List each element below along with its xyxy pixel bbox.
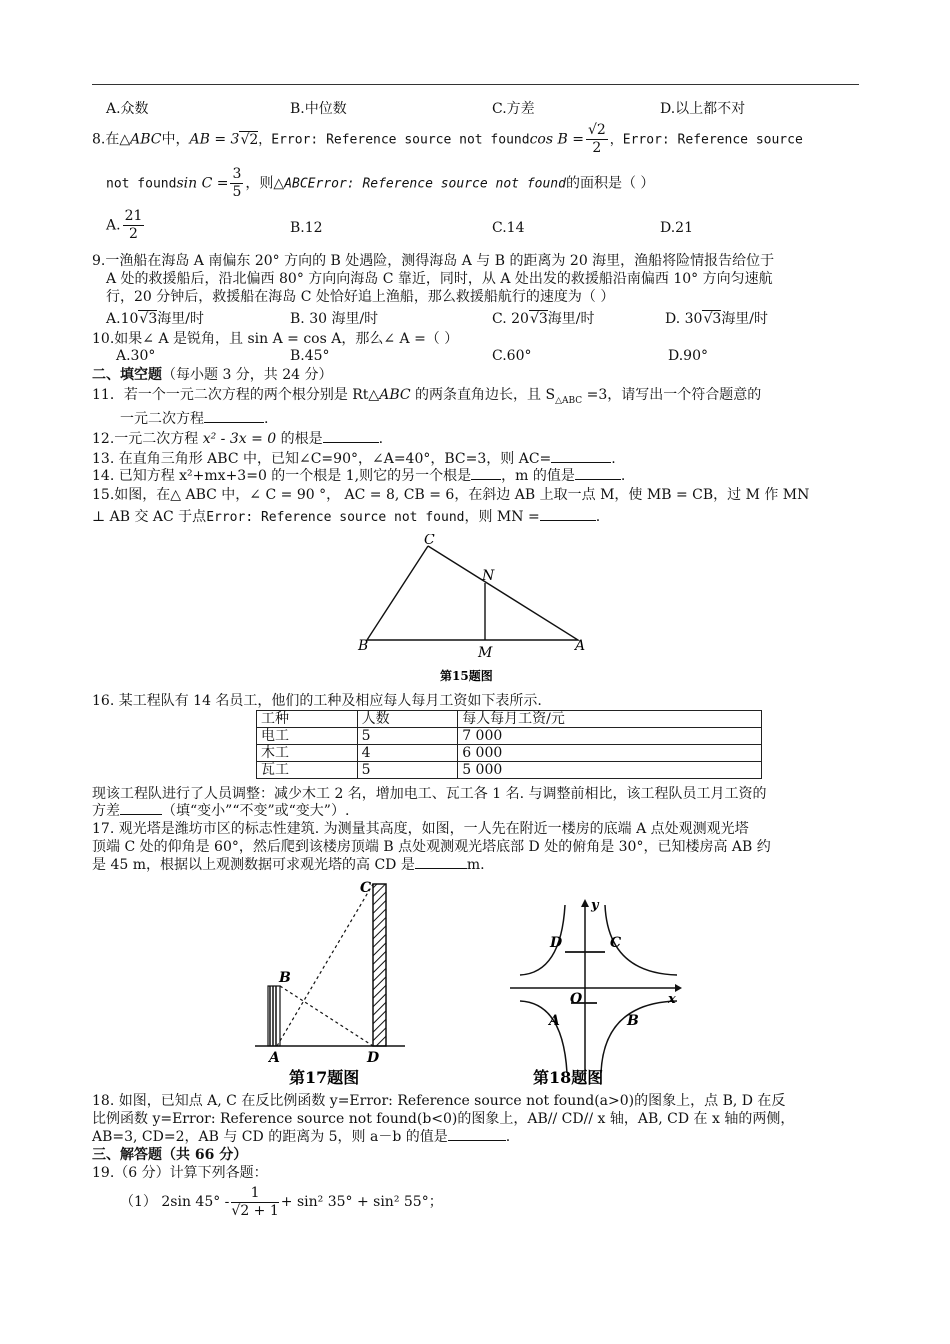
answer-blank	[120, 814, 162, 815]
q11-line-1: 11．若一个一元二次方程的两个根分别是 Rt△ABC 的两条直角边长，且 $S_{\triangle ABC} =3$，请写出一个符合题意的	[92, 387, 762, 406]
label-a: A	[549, 1013, 560, 1029]
figure-17	[255, 878, 415, 1088]
q14-line: 14. 已知方程 x²+mx+3=0 的一个根是 1,则它的另一个根是 ，m 的值是 .	[92, 468, 626, 484]
q9-line-2: A 处的救援船后，沿北偏西 80° 方向向海岛 C 靠近，同时，从 A 处出发的救援船沿南偏西 10° 方向匀速航	[106, 271, 773, 287]
q8-option-a: A. $\frac{21}{2}$	[106, 208, 143, 242]
q10-option-c: C.60°	[492, 348, 532, 364]
q10-line: 10.如果∠ A 是锐角，且 sin A = cos A，那么∠ A =（ ）	[92, 331, 459, 347]
q8-option-b: B.12	[290, 220, 323, 236]
q9-line-1: 9.一渔船在海岛 A 南偏东 20° 方向的 B 处遇险，测得海岛 A 与 B 的距离为 20 海里，渔船将险情报告给位于	[92, 253, 775, 269]
label-c: C	[610, 935, 622, 951]
fraction: $\frac{21}{2}$	[124, 208, 143, 242]
answer-blank	[415, 868, 467, 869]
table-row	[257, 762, 762, 779]
fraction: $\frac{3}{5}$	[232, 166, 242, 200]
label-c: C	[360, 880, 372, 896]
table-cell: 瓦工	[257, 762, 358, 779]
sightline-bd	[280, 986, 373, 1046]
x-axis-arrow-icon	[675, 984, 682, 992]
q7-option-a: A.众数	[106, 101, 149, 117]
label-n: N	[482, 568, 495, 584]
q17-line-3: 是 45 m，根据以上观测数据可求观光塔的高 CD 是 m.	[92, 857, 485, 873]
section-3-heading: 三、解答题（共 66 分）	[92, 1147, 248, 1163]
table-cell: 6 000	[458, 745, 762, 762]
answer-blank	[575, 479, 621, 480]
figure-17-caption: 第17题图	[289, 1068, 360, 1087]
label-d: D	[367, 1050, 380, 1066]
answer-blank	[471, 479, 501, 480]
table-cell: 木工	[257, 745, 358, 762]
label-b: B	[627, 1013, 639, 1029]
table-header-cell: 人数	[357, 711, 458, 728]
table-row	[257, 728, 762, 745]
label-m: M	[478, 645, 493, 661]
label-c: C	[424, 534, 435, 548]
answer-blank	[448, 1140, 506, 1141]
figure-18-caption: 第18题图	[533, 1068, 604, 1087]
curve-third-quadrant	[520, 1001, 567, 1073]
figure-15	[350, 534, 600, 684]
label-x: x	[668, 992, 676, 1007]
q9-option-d: D. 30√3海里/时	[665, 311, 769, 327]
q11-line-2: 一元二次方程 .	[120, 411, 269, 427]
y-axis-arrow-icon	[581, 899, 589, 907]
answer-blank	[540, 520, 596, 521]
answer-blank	[551, 462, 611, 463]
q19-line-1: 19.（6 分）计算下列各题：	[92, 1165, 268, 1181]
label-d: D	[550, 935, 563, 951]
q10-option-b: B.45°	[290, 348, 330, 364]
sightline-ac	[277, 884, 373, 1046]
q9-option-c: C. 20√3海里/时	[492, 311, 595, 327]
q7-option-c: C.方差	[492, 101, 535, 117]
table-cell: 4	[357, 745, 458, 762]
q9-option-b: B. 30 海里/时	[290, 311, 379, 327]
table-row	[257, 745, 762, 762]
curve-fourth-quadrant	[601, 1001, 677, 1073]
section-2-heading: 二、填空题（每小题 3 分，共 24 分）	[92, 367, 333, 383]
q8-option-d: D.21	[660, 220, 693, 236]
label-o: O	[570, 991, 583, 1007]
q8-option-c: C.14	[492, 220, 525, 236]
q8-line-1: 8.在△ABC中，AB = 3√2，Error: Reference source not foundcos B = $\frac{√2}{2}$ ，Error: Reference source	[92, 122, 803, 156]
tower	[373, 884, 386, 1046]
answer-blank	[204, 422, 264, 423]
q16-line-3: 方差 （填“变小”“不变”或“变大”）.	[92, 803, 350, 819]
table-header-cell: 每人每月工资/元	[458, 711, 762, 728]
q8-line-2: not foundsin C = $\frac{3}{5}$ ，则△ABCError: Reference source not found的面积是（ ）	[106, 166, 655, 200]
answer-blank	[323, 442, 379, 443]
table-header-cell: 工种	[257, 711, 358, 728]
figure-18	[505, 895, 685, 1087]
q7-option-b: B.中位数	[290, 101, 347, 117]
table-cell: 5 000	[458, 762, 762, 779]
wage-table	[256, 710, 762, 779]
q16-line-1: 16. 某工程队有 14 名员工，他们的工种及相应每人每月工资如下表所示.	[92, 693, 542, 709]
q10-option-a: A.30°	[116, 348, 156, 364]
q17-line-1: 17. 观光塔是潍坊市区的标志性建筑. 为测量其高度，如图，一人先在附近一楼房的底端 A 点处观测观光塔	[92, 821, 749, 837]
q12-line: 12.一元二次方程 x² - 3x = 0 的根是 .	[92, 431, 384, 447]
label-b: B	[279, 970, 291, 986]
q18-line-1: 18. 如图，已知点 A, C 在反比例函数 y=Error: Reference source not found(a>0)的图象上，点 B, D 在反	[92, 1093, 786, 1109]
table-cell: 5	[357, 762, 458, 779]
fraction: $\frac{1}{√2 + 1}$	[231, 1184, 279, 1219]
table-header-row	[257, 711, 762, 728]
table-cell: 5	[357, 728, 458, 745]
label-a: A	[269, 1050, 280, 1066]
label-y: y	[591, 898, 599, 913]
q15-line-2: ⊥ AB 交 AC 于点Error: Reference source not found，则 MN = .	[92, 509, 601, 525]
q19-part-1: （1） 2sin 45° - $\frac{1}{√2 + 1}$ + sin² 35° + sin² 55°；	[120, 1184, 443, 1219]
q7-option-d: D.以上都不对	[660, 101, 746, 117]
table-cell: 7 000	[458, 728, 762, 745]
label-b: B	[358, 638, 369, 654]
q18-line-3: AB=3, CD=2，AB 与 CD 的距离为 5，则 a－b 的值是 .	[92, 1129, 511, 1145]
q13-line: 13. 在直角三角形 ABC 中，已知∠C=90°，∠A=40°，BC=3，则 AC= .	[92, 451, 616, 467]
figure-15-caption: 第15题图	[440, 669, 493, 683]
label-a: A	[575, 638, 586, 654]
q17-line-2: 顶端 C 处的仰角是 60°，然后爬到该楼房顶端 B 点处观测观光塔底部 D 处的俯角是 30°，已知楼房高 AB 约	[92, 839, 771, 855]
q18-line-2: 比例函数 y=Error: Reference source not found(b<0)的图象上，AB// CD// x 轴，AB, CD 在 x 轴的两侧，	[92, 1111, 795, 1127]
q9-line-3: 行，20 分钟后，救援船在海岛 C 处恰好追上渔船，那么救援船航行的速度为（ ）	[106, 289, 615, 305]
q10-option-d: D.90°	[668, 348, 708, 364]
sqrt-symbol: √2	[240, 131, 259, 148]
table-cell: 电工	[257, 728, 358, 745]
header-rule	[92, 84, 859, 85]
triangle-abc	[367, 546, 578, 640]
fraction: $\frac{√2}{2}$	[587, 122, 606, 156]
q15-line-1: 15.如图，在△ ABC 中，∠ C = 90 °， AC = 8, CB = 6，在斜边 AB 上取一点 M，使 MB = CB，过 M 作 MN	[92, 487, 810, 503]
q16-line-2: 现该工程队进行了人员调整：减少木工 2 名，增加电工、瓦工各 1 名. 与调整前相比，该工程队员工月工资的	[92, 786, 767, 802]
q9-option-a: A.10√3海里/时	[106, 311, 204, 327]
